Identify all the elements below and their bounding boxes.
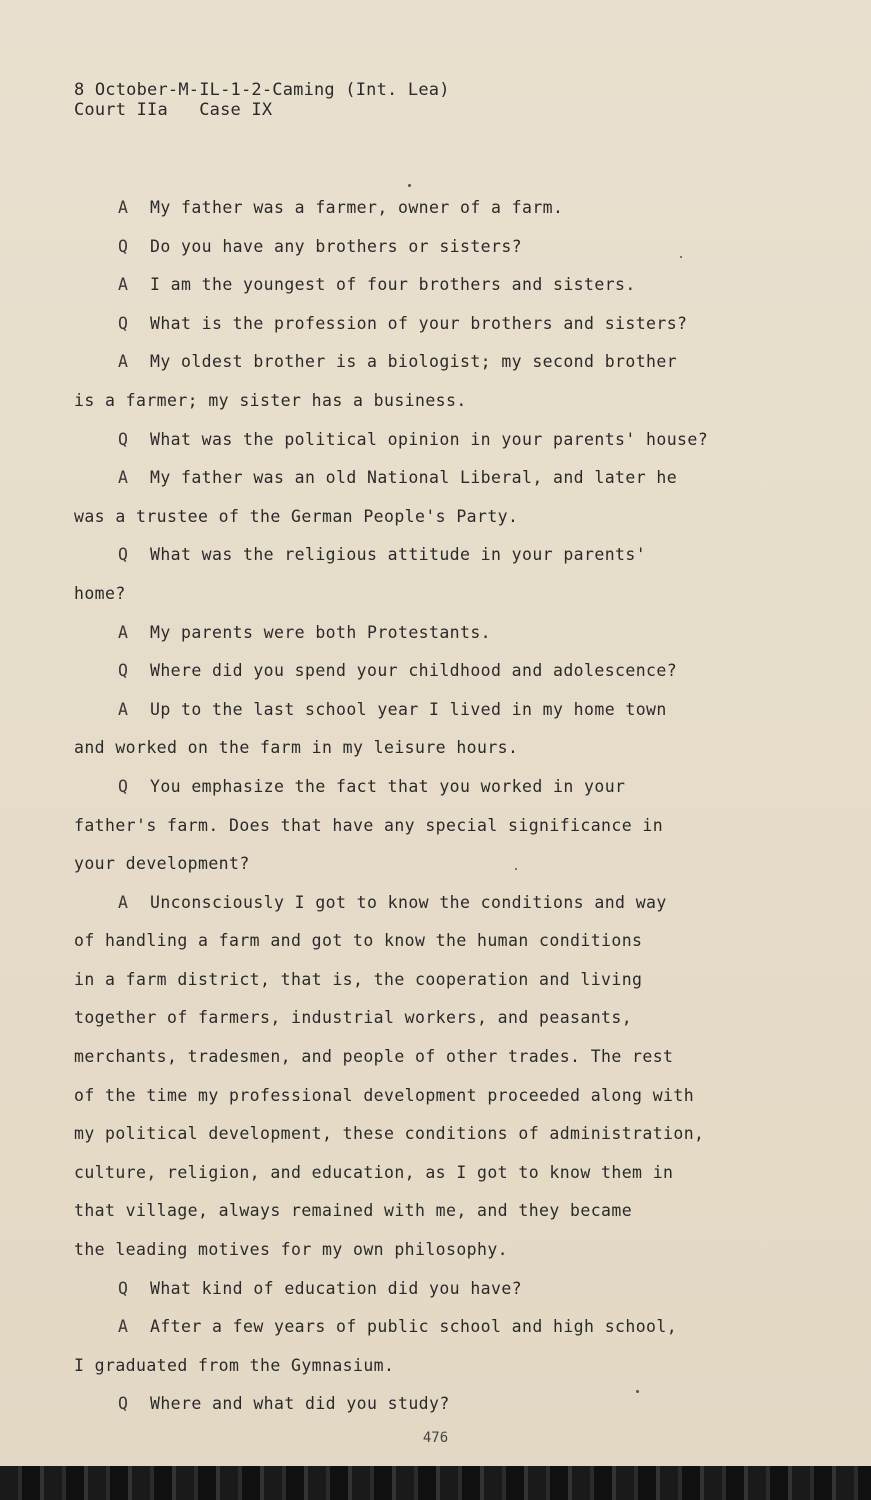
transcript-line (74, 580, 794, 619)
line-text: in a farm district, that is, the cooperation and living (74, 969, 643, 989)
line-text: I am the youngest of four brothers and sisters. (150, 275, 636, 295)
line-text: Where did you spend your childhood and adolescence? (150, 661, 678, 681)
speaker-marker: A (118, 622, 129, 642)
line-text: My father was an old National Liberal, and later he (150, 468, 678, 488)
speaker-marker: Q (118, 236, 129, 256)
transcript-line (74, 503, 794, 542)
speaker-marker: Q (118, 661, 129, 681)
speaker-marker: A (118, 198, 129, 217)
speaker-marker: Q (118, 1278, 129, 1298)
paper-speck (408, 184, 411, 187)
speaker-marker: A (118, 468, 129, 488)
speaker-marker: Q (118, 1394, 129, 1414)
transcript-line (74, 1159, 794, 1198)
line-text: My oldest brother is a biologist; my second brother (150, 352, 678, 372)
transcript-line (74, 1082, 794, 1121)
transcript-body (74, 194, 794, 1429)
transcript-line (74, 734, 794, 773)
transcript-line (74, 464, 794, 503)
scan-edge-strip (0, 1466, 871, 1500)
transcript-line (74, 310, 794, 349)
line-text: home? (74, 583, 126, 603)
line-text: What was the political opinion in your parents' house? (150, 429, 709, 449)
speaker-marker: Q (118, 429, 129, 449)
line-text: What was the religious attitude in your parents' (150, 545, 647, 565)
transcript-line (74, 541, 794, 580)
transcript-line (74, 1197, 794, 1236)
transcript-line (74, 1352, 794, 1391)
transcript-line (74, 696, 794, 735)
line-text: I graduated from the Gymnasium. (74, 1355, 395, 1375)
line-text: What is the profession of your brothers and sisters? (150, 313, 688, 333)
transcript-line (74, 1390, 794, 1429)
line-text: is a farmer; my sister has a business. (74, 390, 467, 410)
line-text: my political development, these conditions of administration, (74, 1124, 705, 1144)
line-text: together of farmers, industrial workers, and peasants, (74, 1008, 633, 1028)
line-text: your development? (74, 854, 250, 874)
transcript-line (74, 426, 794, 465)
speaker-marker: Q (118, 313, 129, 333)
line-text: the leading motives for my own philosophy. (74, 1240, 509, 1260)
transcript-line (74, 387, 794, 426)
transcript-line (74, 773, 794, 812)
transcript-line (74, 850, 794, 889)
document-header (74, 80, 450, 120)
transcript-line (74, 812, 794, 851)
line-text: culture, religion, and education, as I got to know them in (74, 1162, 674, 1182)
line-text: After a few years of public school and high school, (150, 1317, 678, 1337)
line-text: Do you have any brothers or sisters? (150, 236, 523, 256)
line-text: that village, always remained with me, and they became (74, 1201, 633, 1221)
line-text: and worked on the farm in my leisure hours. (74, 738, 519, 758)
speaker-marker: Q (118, 776, 129, 796)
transcript-line (74, 1313, 794, 1352)
speaker-marker: A (118, 1317, 129, 1337)
speaker-marker: A (118, 352, 129, 372)
line-text: My parents were both Protestants. (150, 622, 492, 642)
transcript-line (74, 1236, 794, 1275)
transcript-line (74, 233, 794, 272)
speaker-marker: A (118, 275, 129, 295)
transcript-line (74, 1275, 794, 1314)
transcript-line (74, 1120, 794, 1159)
line-text: was a trustee of the German People's Party. (74, 506, 519, 526)
paper-speck (680, 256, 682, 258)
transcript-line (74, 927, 794, 966)
speaker-marker: A (118, 892, 129, 912)
line-text: Up to the last school year I lived in my home town (150, 699, 667, 719)
transcript-line (74, 889, 794, 928)
line-text: merchants, tradesmen, and people of other trades. The rest (74, 1047, 674, 1067)
paper-speck (636, 1390, 639, 1393)
line-text: What kind of education did you have? (150, 1278, 523, 1298)
line-text: My father was a farmer, owner of a farm. (150, 198, 564, 217)
transcript-line (74, 1004, 794, 1043)
header-line-1: 8 October-M-IL-1-2-Caming (Int. Lea) (74, 80, 450, 100)
transcript-line (74, 1043, 794, 1082)
transcript-line (74, 348, 794, 387)
line-text: You emphasize the fact that you worked in your (150, 776, 626, 796)
paper-speck (515, 868, 517, 870)
speaker-marker: Q (118, 545, 129, 565)
transcript-line (74, 194, 794, 233)
line-text: Unconsciously I got to know the conditions and way (150, 892, 667, 912)
line-text: father's farm. Does that have any special significance in (74, 815, 664, 835)
line-text: of the time my professional development proceeded along with (74, 1085, 695, 1105)
header-line-2: Court IIa Case IX (74, 100, 273, 120)
line-text: Where and what did you study? (150, 1394, 450, 1414)
transcript-line (74, 657, 794, 696)
transcript-line (74, 271, 794, 310)
speaker-marker: A (118, 699, 129, 719)
transcript-line (74, 966, 794, 1005)
transcript-line (74, 619, 794, 658)
page-number: 476 (422, 1430, 449, 1446)
line-text: of handling a farm and got to know the human conditions (74, 931, 643, 951)
